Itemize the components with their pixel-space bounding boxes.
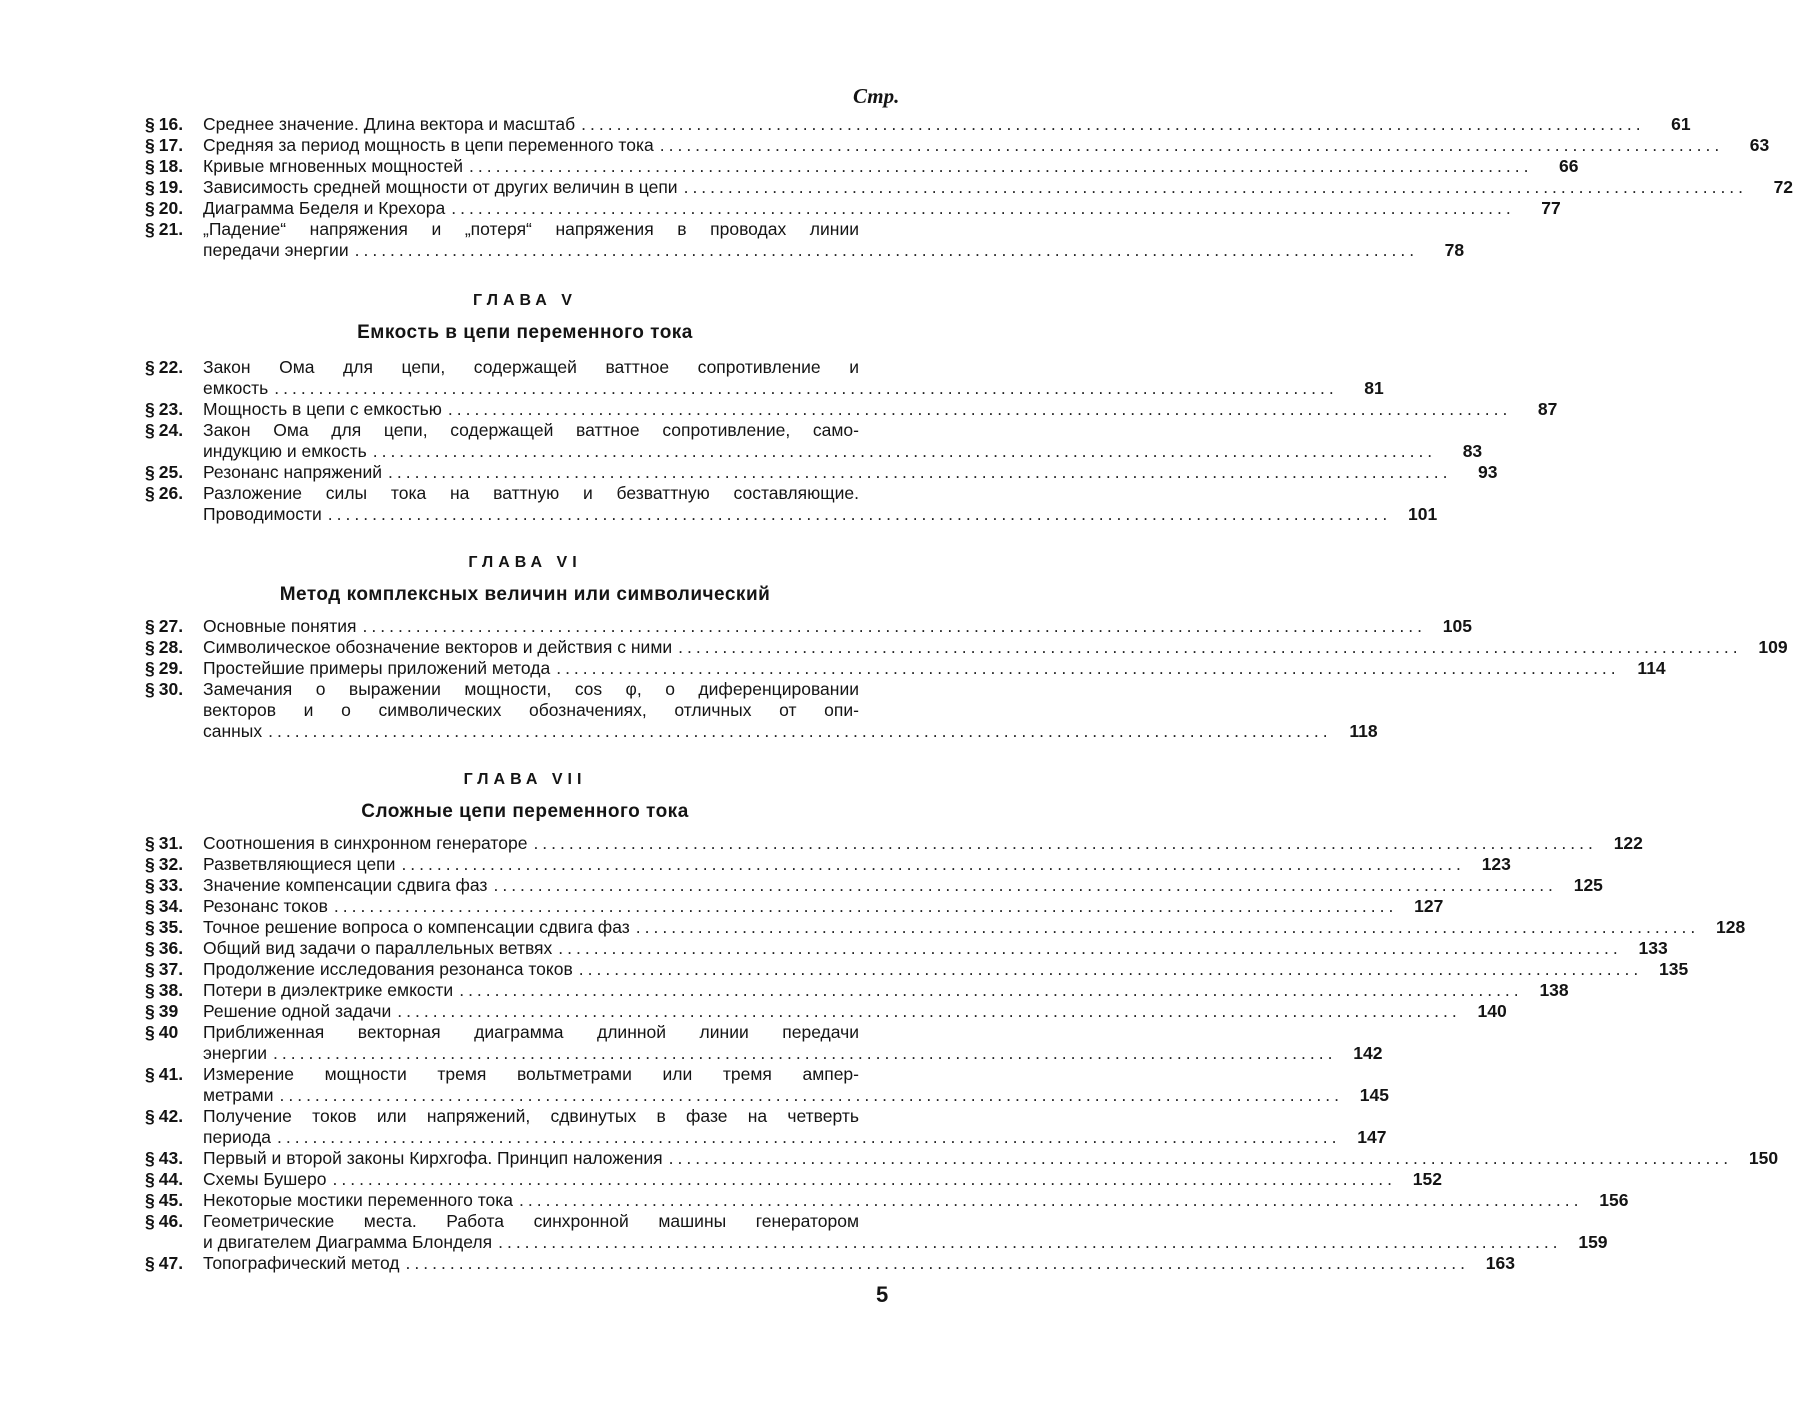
page-ref: 122 [1613,833,1643,853]
page-ref: 123 [1481,854,1511,874]
toc-entry-34: § 34. Резонанс токов ........................................................................................................................ 127 [145,896,1444,916]
toc-block-chapter-iv-continued [145,114,1793,261]
page-ref: 156 [1599,1190,1629,1210]
page-ref: 140 [1477,1001,1507,1021]
toc-block-chapter-vii [145,833,1779,1274]
toc-entry-36: § 36. Общий вид задачи о параллельных ветвях ........................................................................................................................ 133 [145,938,1668,958]
toc-entry-35: § 35. Точное решение вопроса о компенсации сдвига фаз ........................................................................................................................ 128 [145,917,1746,937]
toc-entry-42-cont: периода ........................................................................................................................ 147 [203,1127,1387,1147]
toc-entry-26-cont: Проводимости ........................................................................................................................ 101 [203,504,1438,524]
page-number: 5 [876,1282,889,1307]
page-ref: 125 [1573,875,1603,895]
toc-entry-32: § 32. Разветвляющиеся цепи ........................................................................................................................ 123 [145,854,1511,874]
toc-entry-23: § 23. Мощность в цепи с емкостью ........................................................................................................................ 87 [145,399,1558,419]
chapter-title: Сложные цепи переменного тока [361,801,689,822]
toc-entry-29: § 29. Простейшие примеры приложений метода ........................................................................................................................ 114 [145,658,1666,678]
toc-entry-26: § 26. Разложение силы тока на ваттную и безваттную составляющие. [145,483,859,503]
chapter-vii-heading [145,771,905,823]
chapter-title: Метод комплексных величин или символический [279,584,771,605]
toc-entry-17: § 17. Средняя за период мощность в цепи переменного тока ........................................................................................................................ 63 [145,135,1770,155]
toc-entry-46: § 46. Геометрические места. Работа синхронной машины генератором [145,1211,859,1231]
page-ref: 145 [1359,1085,1389,1105]
toc-entry-38: § 38. Потери в диэлектрике емкости ........................................................................................................................ 138 [145,980,1569,1000]
page-ref: 138 [1539,980,1569,1000]
toc-entry-39: § 39 Решение одной задачи ........................................................................................................................ 140 [145,1001,1507,1021]
toc-entry-22-cont: емкость ........................................................................................................................ 81 [203,378,1384,398]
toc-entry-25: § 25. Резонанс напряжений ........................................................................................................................ 93 [145,462,1498,482]
toc-entry-30: § 30. Замечания о выражении мощности, cos φ, о диференцировании [145,679,859,699]
toc-entry-24: § 24. Закон Ома для цепи, содержащей ваттное сопротивление, само- [145,420,859,440]
toc-block-chapter-v [145,357,1558,525]
page-ref: 128 [1716,917,1746,937]
page-ref: 150 [1748,1148,1779,1168]
toc-entry-43: § 43. Первый и второй законы Кирхгофа. Принцип наложения ........................................................................................................................ 150 [145,1148,1779,1168]
page-ref: 152 [1412,1169,1442,1189]
toc-entry-30-cont2: санных ........................................................................................................................ 118 [203,721,1378,741]
toc-entry-20: § 20. Диаграмма Беделя и Крехора ........................................................................................................................ 77 [145,198,1561,218]
toc-entry-47: § 47. Топографический метод ........................................................................................................................ 163 [145,1253,1515,1273]
page-ref: 118 [1349,721,1378,741]
toc-entry-27: § 27. Основные понятия ........................................................................................................................ 105 [145,616,1472,636]
page-ref: 109 [1758,637,1788,657]
page-ref: 77 [1541,198,1561,218]
page-ref: 142 [1353,1043,1383,1063]
toc-entry-41: § 41. Измерение мощности тремя вольтметрами или тремя ампер- [145,1064,859,1084]
toc-entry-40-cont: энергии ........................................................................................................................ 142 [203,1043,1383,1063]
page-ref: 135 [1659,959,1689,979]
page-ref: 66 [1558,156,1579,176]
chapter-label: ГЛАВА VI [468,554,582,571]
toc-entry-28: § 28. Символическое обозначение векторов и действия с ними ........................................................................................................................ 109 [145,637,1788,657]
toc-entry-21: § 21. „Падение“ напряжения и „потеря“ напряжения в проводах линии [145,219,859,239]
toc-entry-46-cont: и двигателем Диаграмма Блонделя ........................................................................................................................ 159 [203,1232,1608,1252]
toc-entry-21-cont: передачи энергии ........................................................................................................................ 78 [203,240,1465,260]
toc-entry-22: § 22. Закон Ома для цепи, содержащей ваттное сопротивление и [145,357,859,377]
page-ref: 72 [1773,177,1793,197]
page-ref: 147 [1357,1127,1387,1147]
chapter-vi-heading [145,554,905,606]
chapter-label: ГЛАВА VII [463,771,587,788]
toc-entry-42: § 42. Получение токов или напряжений, сдвинутых в фазе на четверть [145,1106,859,1126]
toc-entry-19: § 19. Зависимость средней мощности от других величин в цепи ........................................................................................................................ 72 [145,177,1793,197]
page-ref: 127 [1414,896,1444,916]
page-ref: 81 [1364,378,1384,398]
toc-block-chapter-vi [145,616,1788,742]
toc-entry-31: § 31. Соотношения в синхронном генераторе ........................................................................................................................ 122 [145,833,1643,853]
page-column-header: Стр. [853,84,900,108]
page-ref: 61 [1671,114,1691,134]
page-ref: 101 [1408,504,1438,524]
toc-entry-24-cont: индукцию и емкость ........................................................................................................................ 83 [203,441,1483,461]
page-ref: 163 [1485,1253,1515,1273]
page-ref: 63 [1749,135,1770,155]
page-ref: 133 [1638,938,1668,958]
toc-entry-18: § 18. Кривые мгновенных мощностей ........................................................................................................................ 66 [145,156,1579,176]
chapter-title: Емкость в цепи переменного тока [357,322,693,343]
toc-entry-16: § 16. Среднее значение. Длина вектора и масштаб ........................................................................................................................ 61 [145,114,1691,134]
toc-entry-41-cont: метрами ........................................................................................................................ 145 [203,1085,1389,1105]
page-ref: 105 [1442,616,1472,636]
toc-entry-37: § 37. Продолжение исследования резонанса токов ........................................................................................................................ 135 [145,959,1689,979]
toc-entry-30-cont: векторов и о символических обозначениях, отличных от опи- [203,700,859,720]
page-ref: 93 [1478,462,1498,482]
chapter-label: ГЛАВА V [473,292,577,309]
toc-entry-44: § 44. Схемы Бушеро ........................................................................................................................ 152 [145,1169,1442,1189]
page-ref: 78 [1444,240,1465,260]
toc-entry-33: § 33. Значение компенсации сдвига фаз ........................................................................................................................ 125 [145,875,1603,895]
page-ref: 159 [1578,1232,1608,1252]
page-ref: 83 [1462,441,1483,461]
page-ref: 114 [1637,658,1666,678]
toc-entry-40: § 40 Приближенная векторная диаграмма длинной линии передачи [145,1022,859,1042]
toc-entry-45: § 45. Некоторые мостики переменного тока ........................................................................................................................ 156 [145,1190,1629,1210]
chapter-v-heading [145,292,905,344]
page-ref: 87 [1537,399,1558,419]
